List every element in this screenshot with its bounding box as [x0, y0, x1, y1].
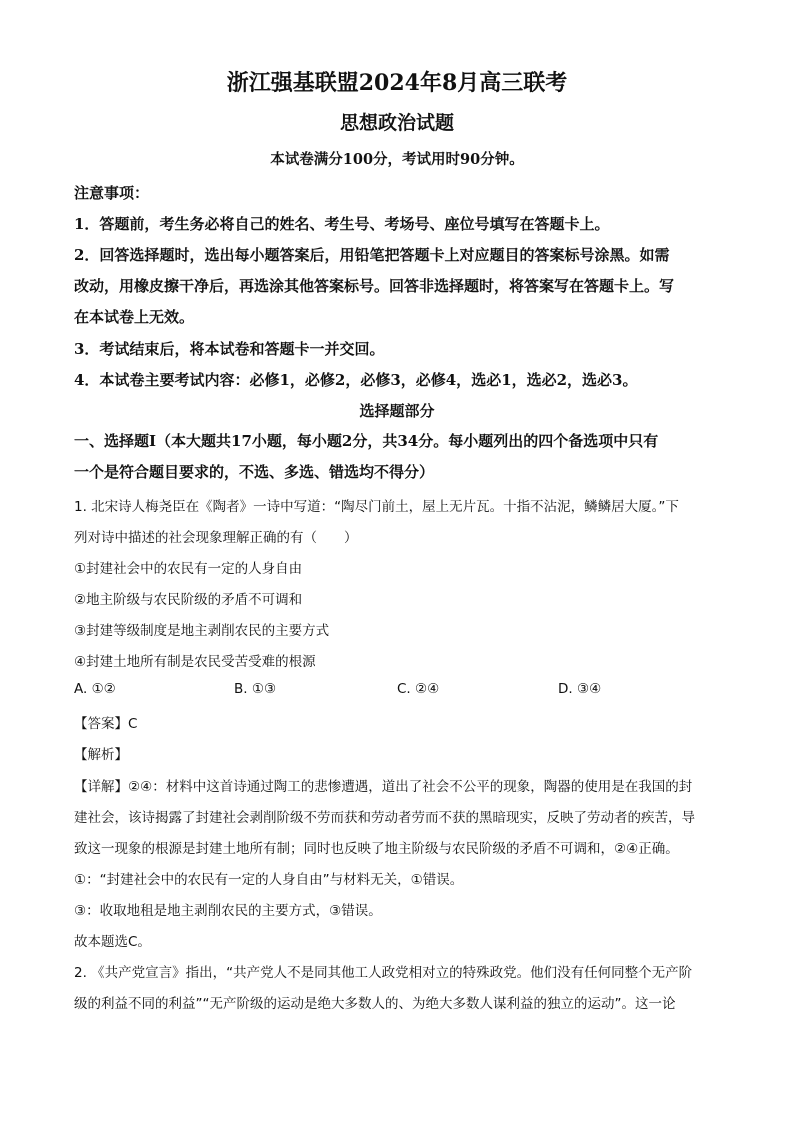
q1-statement-4: ④封建土地所有制是农民受苦受难的根源: [74, 654, 316, 670]
q1-analysis-label: 【解析】: [74, 747, 128, 763]
q1-conclusion: 故本题选C。: [74, 934, 151, 950]
q1-option-b: B. ①③: [234, 681, 277, 697]
q1-detail-line-2: 建社会，该诗揭露了封建社会剥削阶级不劳而获和劳动者劳而不获的黑暗现实，反映了劳动者的疾苦，导: [74, 810, 695, 826]
exam-title: 浙江强基联盟2024年8月高三联考: [226, 70, 568, 96]
q1-stem-line-2: 列对诗中描述的社会现象理解正确的有（ ）: [74, 530, 358, 546]
q1-stem-line-1: 1. 北宋诗人梅尧臣在《陶者》一诗中写道：“陶尽门前土，屋上无片瓦。十指不沾泥，鳞鳞居大厦。”下: [74, 499, 679, 515]
notes-heading: 注意事项：: [74, 184, 150, 202]
note-item-2-line-3: 在本试卷上无效。: [74, 308, 195, 326]
q1-option-a: A. ①②: [74, 681, 116, 697]
note-item-1: 1．答题前，考生务必将自己的姓名、考生号、考场号、座位号填写在答题卡上。: [74, 215, 610, 233]
subject-title: 思想政治试题: [339, 112, 454, 134]
q1-detail-line-4: ①：“封建社会中的农民有一定的人身自由”与材料无关，①错误。: [74, 872, 464, 888]
part-heading-line-1: 一、选择题Ⅰ（本大题共17小题，每小题2分，共34分。每小题列出的四个备选项中只有: [74, 432, 659, 450]
q1-detail-line-1: 【详解】②④：材料中这首诗通过陶工的悲惨遭遇，道出了社会不公平的现象，陶器的使用是在我国的封: [74, 779, 693, 795]
q1-option-d: D. ③④: [558, 681, 602, 697]
part-heading-line-2: 一个是符合题目要求的，不选、多选、错选均不得分）: [74, 463, 435, 481]
q1-statement-1: ①封建社会中的农民有一定的人身自由: [74, 561, 303, 577]
q1-detail-line-3: 致这一现象的根源是封建土地所有制；同时也反映了地主阶级与农民阶级的矛盾不可调和，②④正确。: [74, 841, 679, 857]
q2-stem-line-2: 级的利益不同的利益”“无产阶级的运动是绝大多数人的、为绝大多数人谋利益的独立的运动”。这一论: [74, 996, 676, 1012]
exam-info: 本试卷满分100分，考试用时90分钟。: [270, 151, 524, 168]
q1-option-c: C. ②④: [397, 681, 440, 697]
q2-stem-line-1: 2. 《共产党宣言》指出，“共产党人不是同其他工人政党相对立的特殊政党。他们没有任何同整个无产阶: [74, 965, 693, 981]
q1-answer: 【答案】C: [74, 716, 138, 732]
q1-statement-3: ③封建等级制度是地主剥削农民的主要方式: [74, 623, 330, 639]
q1-statement-2: ②地主阶级与农民阶级的矛盾不可调和: [74, 592, 303, 608]
q1-detail-line-5: ③：收取地租是地主剥削农民的主要方式，③错误。: [74, 903, 382, 919]
note-item-4: 4．本试卷主要考试内容：必修1，必修2，必修3，必修4，选必1，选必2，选必3。: [74, 371, 638, 389]
note-item-2-line-1: 2．回答选择题时，选出每小题答案后，用铅笔把答题卡上对应题目的答案标号涂黑。如需: [74, 246, 670, 264]
section-title: 选择题部分: [359, 402, 435, 420]
note-item-2-line-2: 改动，用橡皮擦干净后，再选涂其他答案标号。回答非选择题时，将答案写在答题卡上。写: [74, 277, 675, 295]
note-item-3: 3．考试结束后，将本试卷和答题卡一并交回。: [74, 340, 385, 358]
